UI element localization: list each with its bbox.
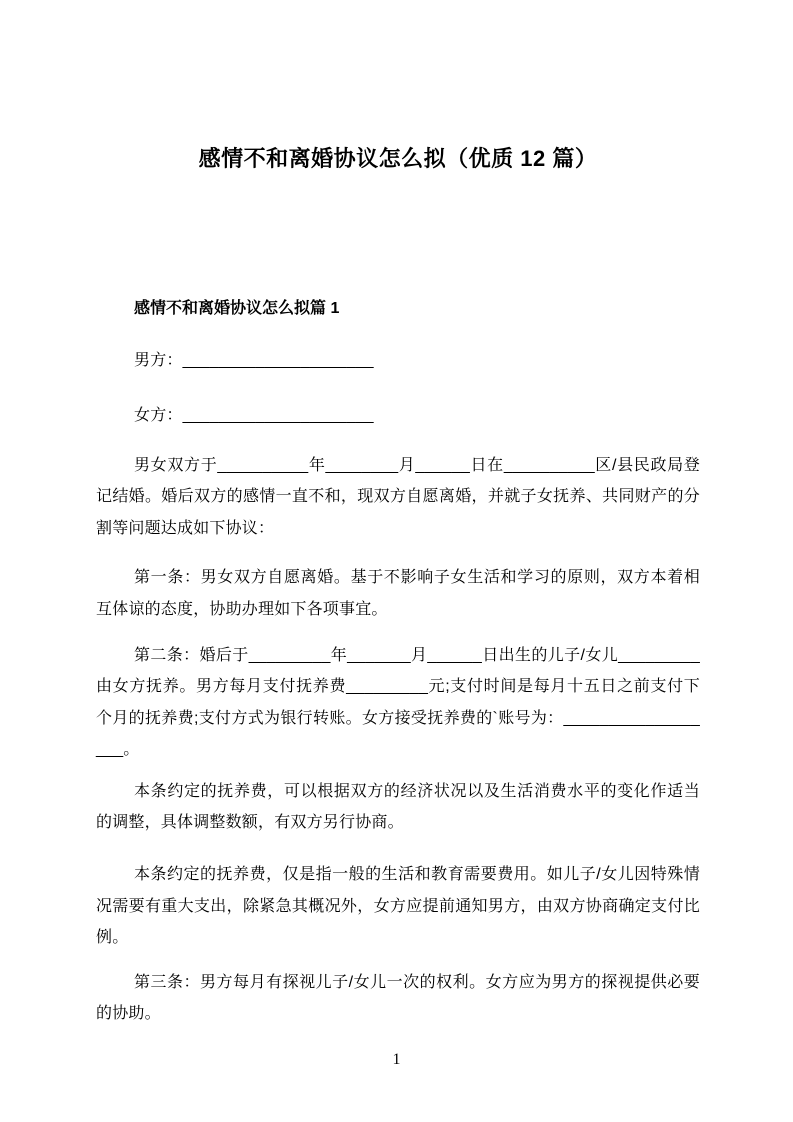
paragraph-support-scope: 本条约定的抚养费，仅是指一般的生活和教育需要费用。如儿子/女儿因特殊情况需要有重大支出，除紧急其概况外，女方应提前通知男方，由双方协商确定支付比例。 (96, 866, 700, 947)
paragraph-article-1: 第一条：男女双方自愿离婚。基于不影响子女生活和学习的原则，双方本着相互体谅的态度，协助办理如下各项事宜。 (96, 569, 700, 618)
section-heading: 感情不和离婚协议怎么拟篇 1 (134, 300, 340, 317)
field-line-wife: 女方：_____________________ (134, 407, 374, 424)
page-number: 1 (392, 1051, 401, 1068)
paragraph-registration: 男女双方于__________年________月______日在__________区/县民政局登记结婚。婚后双方的感情一直不和，现双方自愿离婚，并就子女抚养、共同财产的分割等问题达成如下协议： (96, 457, 700, 537)
paragraph-support-adjustment: 本条约定的抚养费，可以根据双方的经济状况以及生活消费水平的变化作适当的调整，具体调整数额，有双方另行协商。 (96, 782, 700, 832)
field-line-husband: 男方：_____________________ (134, 352, 374, 369)
paragraph-article-2: 第二条：婚后于_________年_______月______日出生的儿子/女儿_________由女方抚养。男方每月支付抚养费_________元;支付时间是每月十五日之前支付下个月的抚养费;支付方式为银行转账。女方接受抚养费的`账号为：__________________。 (96, 647, 700, 759)
paragraph-article-3: 第三条：男方每月有探视儿子/女儿一次的权利。女方应为男方的探视提供必要的协助。 (96, 973, 700, 1023)
document-title: 感情不和离婚协议怎么拟（优质 12 篇） (198, 146, 598, 171)
